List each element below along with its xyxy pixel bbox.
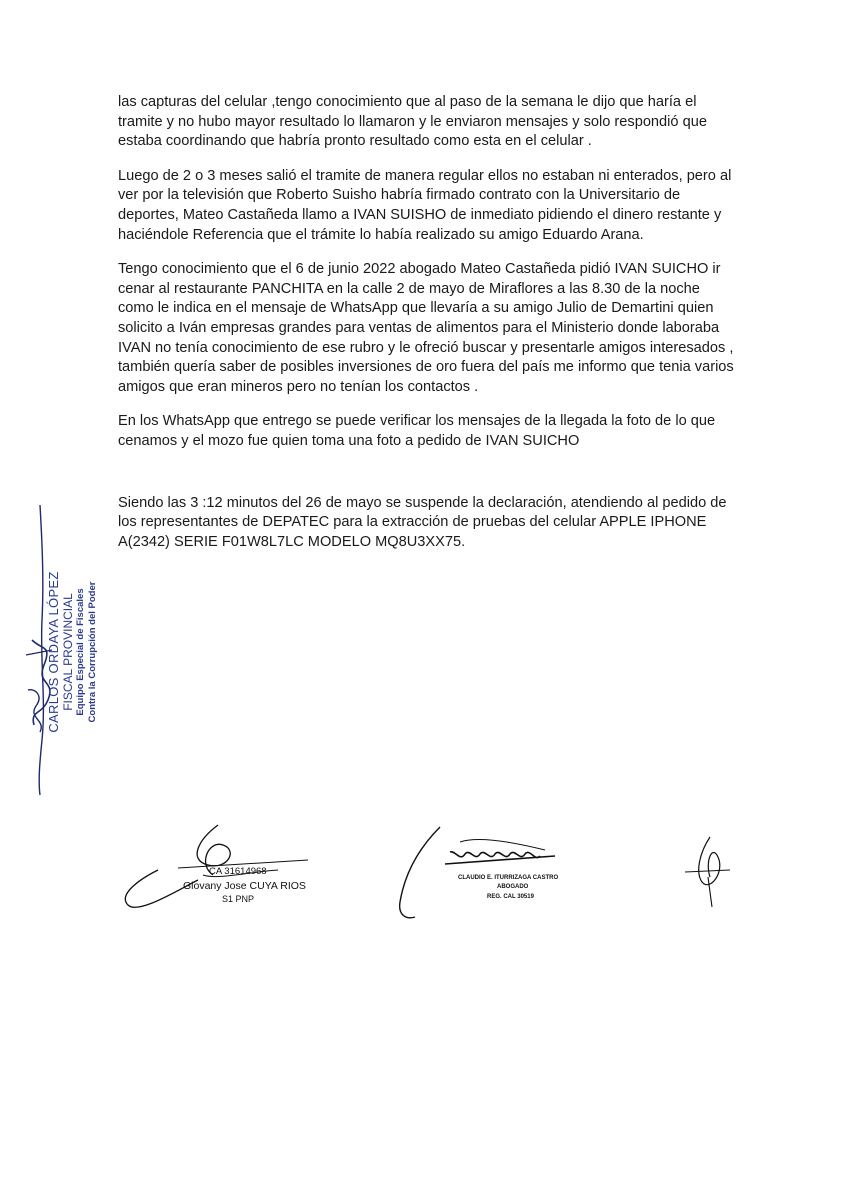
signature-1-rank: S1 PNP xyxy=(222,894,255,904)
stamp-name: CARLOS ORDAYA LÓPEZ xyxy=(46,571,61,733)
document-body xyxy=(118,93,738,567)
stamp-title: FISCAL PROVINCIAL xyxy=(61,593,75,711)
stamp-office-1: Equipo Especial de Fiscales xyxy=(75,588,86,716)
signature-2-scribble xyxy=(395,822,565,922)
paragraph-3: Tengo conocimiento que el 6 de junio 2022 abogado Mateo Castañeda pidió IVAN SUICHO ir cenar al restaurante PANCHITA en la calle 2 de mayo de Miraflores a las 8.30 de la noche como le indica en el mensaje de WhatsApp que llevaría a su amigo Julio de Demartini quien solicito a Iván empresas grandes para ventas de alimentos para el Ministerio donde laboraba IVAN no tenía conocimiento de ese rubro y le ofreció buscar y presentarle amigos interesados , también quería saber de posibles inversiones de oro fuera del país me informo que tenia varios amigos que eran mineros pero no tenían los contactos . xyxy=(118,261,734,395)
stamp-office-2: Contra la Corrupción del Poder xyxy=(87,581,98,723)
signature-2-reg: REG. CAL 30519 xyxy=(487,894,534,900)
signature-1-name: Giovany Jose CUYA RIOS xyxy=(183,880,306,892)
signature-2-title: ABOGADO xyxy=(497,884,529,890)
paragraph-5: Siendo las 3 :12 minutos del 26 de mayo se suspende la declaración, atendiendo al pedido de los representantes de DEPATEC para la extracción de pruebas del celular APPLE IPHONE A(2342) SERIE F01W8L7LC MODELO MQ8U3XX75. xyxy=(118,494,727,550)
signature-2-name: CLAUDIO E. ITURRIZAGA CASTRO xyxy=(458,875,559,881)
initials-scribble xyxy=(680,832,740,912)
paragraph-2: Luego de 2 o 3 meses salió el tramite de manera regular ellos no estaban ni enterados, pero al ver por la televisión que Roberto Suisho habría firmado contrato con la Universitario de deportes, Mateo Castañeda llamo a IVAN SUISHO de inmediato pidiendo el dinero restante y haciéndole Referencia que el trámite lo había realizado su amigo Eduardo Arana. xyxy=(118,167,732,243)
paragraph-1: las capturas del celular ,tengo conocimiento que al paso de la semana le dijo que haría el tramite y no hubo mayor resultado lo llamaron y le enviaron mensajes y solo respondió que estaba coordinando que habría pronto resultado como esta en el celular . xyxy=(118,94,707,150)
signature-1-id: CA 31614968 xyxy=(209,866,267,877)
fiscal-stamp xyxy=(46,562,99,742)
paragraph-4: En los WhatsApp que entrego se puede verificar los mensajes de la llegada la foto de lo que cenamos y el mozo fue quien toma una foto a pedido de IVAN SUICHO xyxy=(118,413,716,449)
